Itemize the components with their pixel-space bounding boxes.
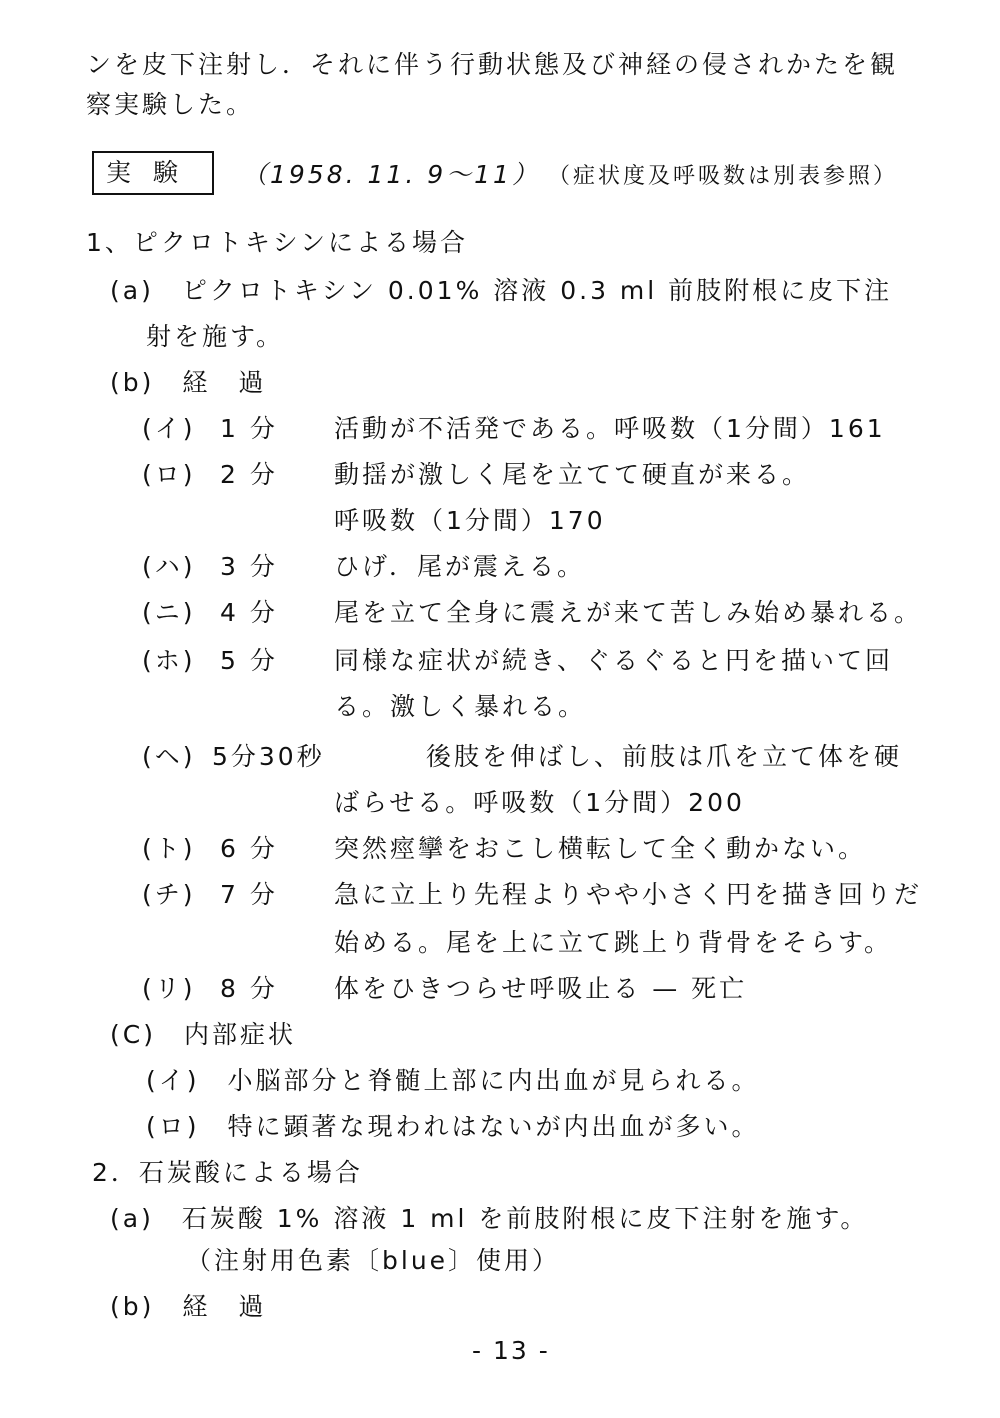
course-text: 尾を立て全身に震えが来て苦しみ始め暴れる。 [334,598,923,627]
intro-line-1: ンを皮下注射し．それに伴う行動状態及び神経の侵されかたを観 [86,50,899,79]
course-row [142,878,923,912]
course-time: 8 分 [220,974,278,1003]
section-1b-heading: (b) 経 過 [110,368,267,397]
internal-symptom-item: (ロ) 特に顕著な現われはないが内出血が多い。 [146,1112,760,1141]
section-2a-line-2: （注射用色素〔blue〕使用） [186,1246,561,1275]
course-text: 同様な症状が続き、ぐるぐると円を描いて回 [334,646,894,675]
course-time: 7 分 [220,880,278,909]
course-row [142,550,586,584]
course-text: ひげ．尾が震える。 [334,552,586,581]
course-row [142,412,886,446]
course-row [142,596,923,630]
section-1-heading: 1、ピクロトキシンによる場合 [86,228,469,257]
course-label: (ト) [142,834,196,863]
course-label: (チ) [142,880,196,909]
experiment-box: 実験 [92,151,214,195]
course-text: 体をひきつらせ呼吸止る — 死亡 [334,974,748,1003]
course-text: 活動が不活発である。呼吸数（1分間）161 [334,414,886,443]
course-time: 2 分 [220,460,278,489]
course-row [142,644,894,678]
section-1a-line-2: 射を施す。 [146,322,285,351]
course-time: 5 分 [220,646,278,675]
course-row [142,972,748,1006]
course-text: 急に立上り先程よりやや小さく円を描き回りだ [334,880,923,909]
course-text: ばらせる。呼吸数（1分間）200 [334,788,745,817]
page-number: - 13 - [472,1336,550,1365]
course-text: 動揺が激しく尾を立てて硬直が来る。 [334,460,811,489]
course-time: 4 分 [220,598,278,627]
section-2-heading: 2．石炭酸による場合 [92,1158,363,1187]
course-row [142,740,903,774]
course-text: 始める。尾を上に立て跳上り背骨をそらす。 [334,928,893,957]
experiment-date: （1958. 11. 9～11） [242,160,540,189]
course-row [142,458,811,492]
course-label: (ロ) [142,460,196,489]
course-text: 突然痙攣をおこし横転して全く動かない。 [334,834,867,863]
course-label: (ホ) [142,646,196,675]
section-2a-line-1: (a) 石炭酸 1% 溶液 1 ml を前肢附根に皮下注射を施す。 [110,1204,869,1233]
course-label: (リ) [142,974,196,1003]
course-time: 3 分 [220,552,278,581]
course-text: 呼吸数（1分間）170 [334,506,606,535]
course-label: (ヘ) [142,742,196,771]
internal-symptom-item: (イ) 小脳部分と脊髄上部に内出血が見られる。 [146,1066,760,1095]
course-label: (ニ) [142,598,196,627]
course-time: 5分30秒 [212,742,325,771]
course-time: 6 分 [220,834,278,863]
course-row [142,832,867,866]
course-text: る。激しく暴れる。 [334,692,587,721]
experiment-note: （症状度及呼吸数は別表参照） [548,164,899,189]
course-text: 後肢を伸ばし、前肢は爪を立て体を硬 [426,742,903,771]
section-1a-line-1: (a) ピクロトキシン 0.01% 溶液 0.3 ml 前肢附根に皮下注 [110,276,893,305]
section-1c-heading: (C) 内部症状 [110,1020,296,1049]
course-label: (イ) [142,414,196,443]
course-label: (ハ) [142,552,196,581]
section-2b-heading: (b) 経 過 [110,1292,267,1321]
course-time: 1 分 [220,414,278,443]
intro-line-2: 察実験した。 [86,90,255,119]
